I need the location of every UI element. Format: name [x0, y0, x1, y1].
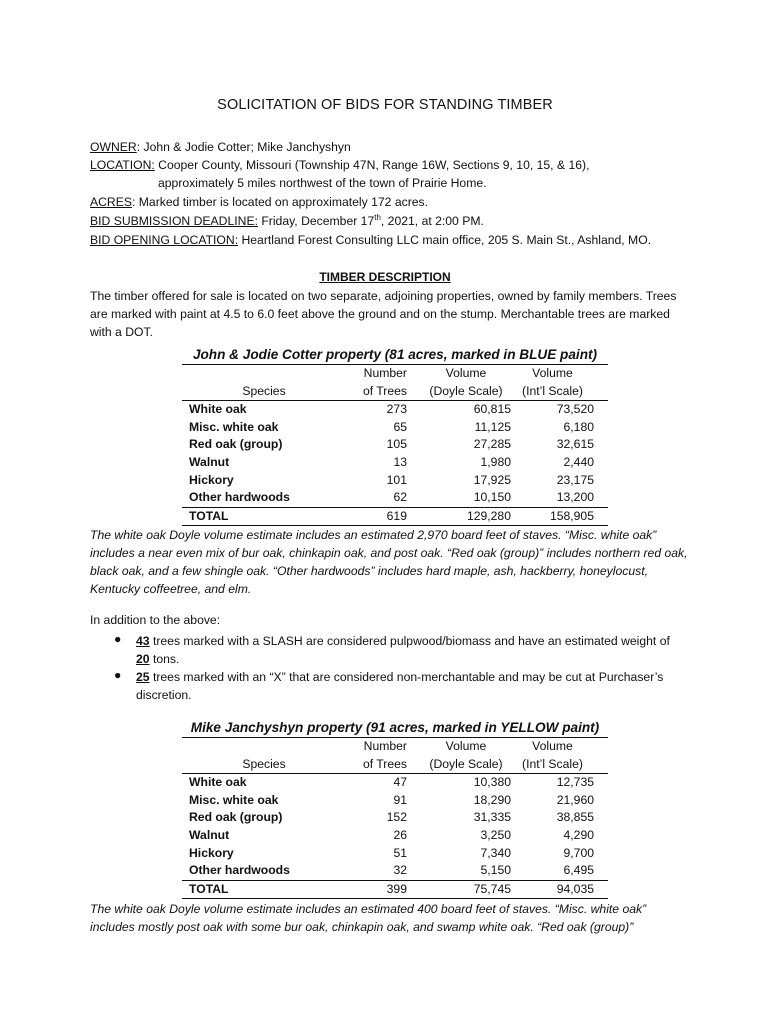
table-row [182, 489, 608, 507]
trees-cell: 152 [386, 810, 407, 825]
doyle-cell: 5,150 [480, 863, 511, 878]
nonmerchantable-text: trees marked with an “X” that are considered non-merchantable and may be cut at Purchaser’s discretion. [136, 670, 664, 702]
intl-cell: 2,440 [563, 454, 594, 469]
species-cell: Misc. white oak [189, 419, 279, 434]
trees-cell: 105 [386, 437, 407, 452]
trees-cell: 13 [393, 454, 407, 469]
trees-cell: 65 [393, 419, 407, 434]
species-cell: Misc. white oak [189, 792, 279, 807]
doyle-cell: 11,125 [474, 419, 511, 434]
table-row [182, 454, 608, 472]
col-species-header: Species [182, 756, 339, 774]
species-cell: Red oak (group) [189, 810, 283, 825]
doyle-cell: 3,250 [480, 827, 511, 842]
location-value: Cooper County, Missouri (Township 47N, Range 16W, Sections 9, 10, 15, & 16), [154, 158, 590, 172]
doyle-cell: 17,925 [473, 472, 511, 487]
intl-cell: 32,615 [556, 437, 594, 452]
doyle-cell: 7,340 [480, 845, 511, 860]
janchyshyn-timber-table [182, 718, 608, 899]
page-title: SOLICITATION OF BIDS FOR STANDING TIMBER [217, 97, 553, 113]
intl-cell: 6,495 [563, 863, 594, 878]
opening-value: Heartland Forest Consulting LLC main office, 205 S. Main St., Ashland, MO. [238, 233, 652, 247]
nonmerchantable-count: 25 [136, 670, 150, 684]
doyle-cell: 1,980 [480, 454, 511, 469]
col-intl-header: Volume [532, 366, 573, 380]
trees-cell: 51 [393, 845, 407, 860]
trees-cell: 101 [386, 472, 407, 487]
col-number-header-2: of Trees [339, 383, 407, 401]
intl-cell: 4,290 [563, 827, 594, 842]
col-intl-header: Volume [532, 739, 573, 753]
trees-cell: 32 [393, 863, 407, 878]
table-row [182, 401, 608, 419]
total-trees: 619 [339, 507, 407, 526]
location-line [90, 158, 589, 172]
owner-value: : John & Jodie Cotter; Mike Janchyshyn [136, 140, 351, 154]
species-cell: Hickory [189, 845, 234, 860]
cotter-timber-table [182, 345, 608, 526]
doyle-cell: 31,335 [473, 810, 511, 825]
opening-label: BID OPENING LOCATION: [90, 233, 239, 247]
cotter-table-caption: John & Jodie Cotter property (81 acres, marked in BLUE paint) [182, 345, 608, 365]
total-label: TOTAL [182, 880, 339, 899]
janchyshyn-table-caption: Mike Janchyshyn property (91 acres, marked in YELLOW paint) [182, 718, 608, 738]
cotter-table-note: The white oak Doyle volume estimate includes an estimated 2,970 board feet of staves. “Misc. white oak” includes a near even mix of bur oak, chinkapin oak, and post oak. “Red oak (group)” includes northern red oak, black oak, and a few shingle oak. “Other hardwoods” includes hard maple, ash, hackberry, honeylocust, Kentucky coffeetree, and elm. [90, 528, 688, 596]
trees-cell: 273 [386, 402, 407, 417]
addition-intro: In addition to the above: [90, 613, 221, 627]
total-intl: 158,905 [511, 507, 608, 526]
col-doyle-header-2: (Doyle Scale) [407, 756, 511, 774]
bullet-icon: ● [114, 668, 122, 682]
intl-cell: 21,960 [556, 792, 594, 807]
intl-cell: 13,200 [556, 490, 594, 505]
opening-line [90, 233, 651, 247]
doyle-cell: 60,815 [473, 402, 511, 417]
deadline-value-end: , 2021, at 2:00 PM. [380, 214, 484, 229]
intl-cell: 6,180 [563, 419, 594, 434]
col-doyle-header: Volume [445, 366, 487, 380]
location-label: LOCATION: [90, 158, 155, 172]
table-row [182, 436, 608, 454]
deadline-line [90, 213, 484, 228]
deadline-superscript: th [374, 213, 381, 222]
total-intl: 94,035 [511, 880, 608, 899]
total-doyle: 75,745 [407, 880, 511, 899]
bullet-icon: ● [114, 632, 122, 646]
species-cell: Red oak (group) [189, 437, 283, 452]
timber-description-heading: TIMBER DESCRIPTION [319, 270, 451, 284]
species-cell: White oak [189, 402, 247, 417]
acres-value: : Marked timber is located on approximately 172 acres. [132, 195, 429, 209]
table-total-row [182, 880, 608, 899]
deadline-value: Friday, December 17 [257, 214, 375, 229]
table-row [182, 792, 608, 810]
col-doyle-header: Volume [445, 739, 487, 753]
owner-label: OWNER [90, 140, 137, 154]
pulpwood-text: trees marked with a SLASH are considered pulpwood/biomass and have an estimated weight of [149, 634, 670, 648]
doyle-cell: 10,380 [473, 775, 511, 790]
table-row [182, 845, 608, 863]
table-row [182, 774, 608, 792]
pulpwood-count: 43 [136, 634, 150, 648]
janchyshyn-table-note: The white oak Doyle volume estimate includes an estimated 400 board feet of staves. “Misc. white oak” includes mostly post oak with some bur oak, chinkapin oak, and swamp white oak. “Red oak (group)” [90, 902, 647, 934]
timber-description-paragraph: The timber offered for sale is located on two separate, adjoining properties, owned by family members. Trees are marked with paint at 4.5 to 6.0 feet above the ground and on the stump. Merchantable trees are marked with a DOT. [90, 289, 677, 339]
table-row [182, 862, 608, 880]
deadline-label: BID SUBMISSION DEADLINE: [90, 214, 258, 229]
trees-cell: 91 [393, 792, 407, 807]
species-cell: Hickory [189, 472, 234, 487]
total-trees: 399 [339, 880, 407, 899]
doyle-cell: 27,285 [473, 437, 511, 452]
col-intl-header-2: (Int’l Scale) [511, 756, 608, 774]
intl-cell: 73,520 [556, 402, 594, 417]
bullet-nonmerchantable [136, 668, 686, 704]
table-row [182, 827, 608, 845]
total-label: TOTAL [182, 507, 339, 526]
species-cell: Other hardwoods [189, 863, 290, 878]
col-species-header: Species [182, 383, 339, 401]
trees-cell: 26 [393, 827, 407, 842]
table-total-row [182, 507, 608, 526]
location-continuation: approximately 5 miles northwest of the town of Prairie Home. [158, 176, 487, 190]
doyle-cell: 10,150 [473, 490, 511, 505]
table-row [182, 419, 608, 437]
table-row [182, 809, 608, 827]
trees-cell: 62 [393, 490, 407, 505]
col-number-header-2: of Trees [339, 756, 407, 774]
owner-line [90, 140, 351, 154]
species-cell: Walnut [189, 827, 230, 842]
trees-cell: 47 [393, 775, 407, 790]
col-intl-header-2: (Int’l Scale) [511, 383, 608, 401]
intl-cell: 12,735 [556, 775, 594, 790]
col-doyle-header-2: (Doyle Scale) [407, 383, 511, 401]
acres-label: ACRES [90, 195, 132, 209]
total-doyle: 129,280 [407, 507, 511, 526]
pulpwood-text-end: tons. [149, 652, 180, 666]
table-row [182, 472, 608, 490]
doyle-cell: 18,290 [473, 792, 511, 807]
species-cell: Other hardwoods [189, 490, 290, 505]
pulpwood-tons: 20 [136, 652, 150, 666]
intl-cell: 9,700 [563, 845, 594, 860]
intl-cell: 38,855 [556, 810, 594, 825]
col-number-header: Number [363, 739, 407, 753]
species-cell: White oak [189, 775, 247, 790]
acres-line [90, 195, 428, 209]
intl-cell: 23,175 [556, 472, 594, 487]
species-cell: Walnut [189, 454, 230, 469]
bullet-pulpwood [136, 632, 686, 668]
col-number-header: Number [363, 366, 407, 380]
